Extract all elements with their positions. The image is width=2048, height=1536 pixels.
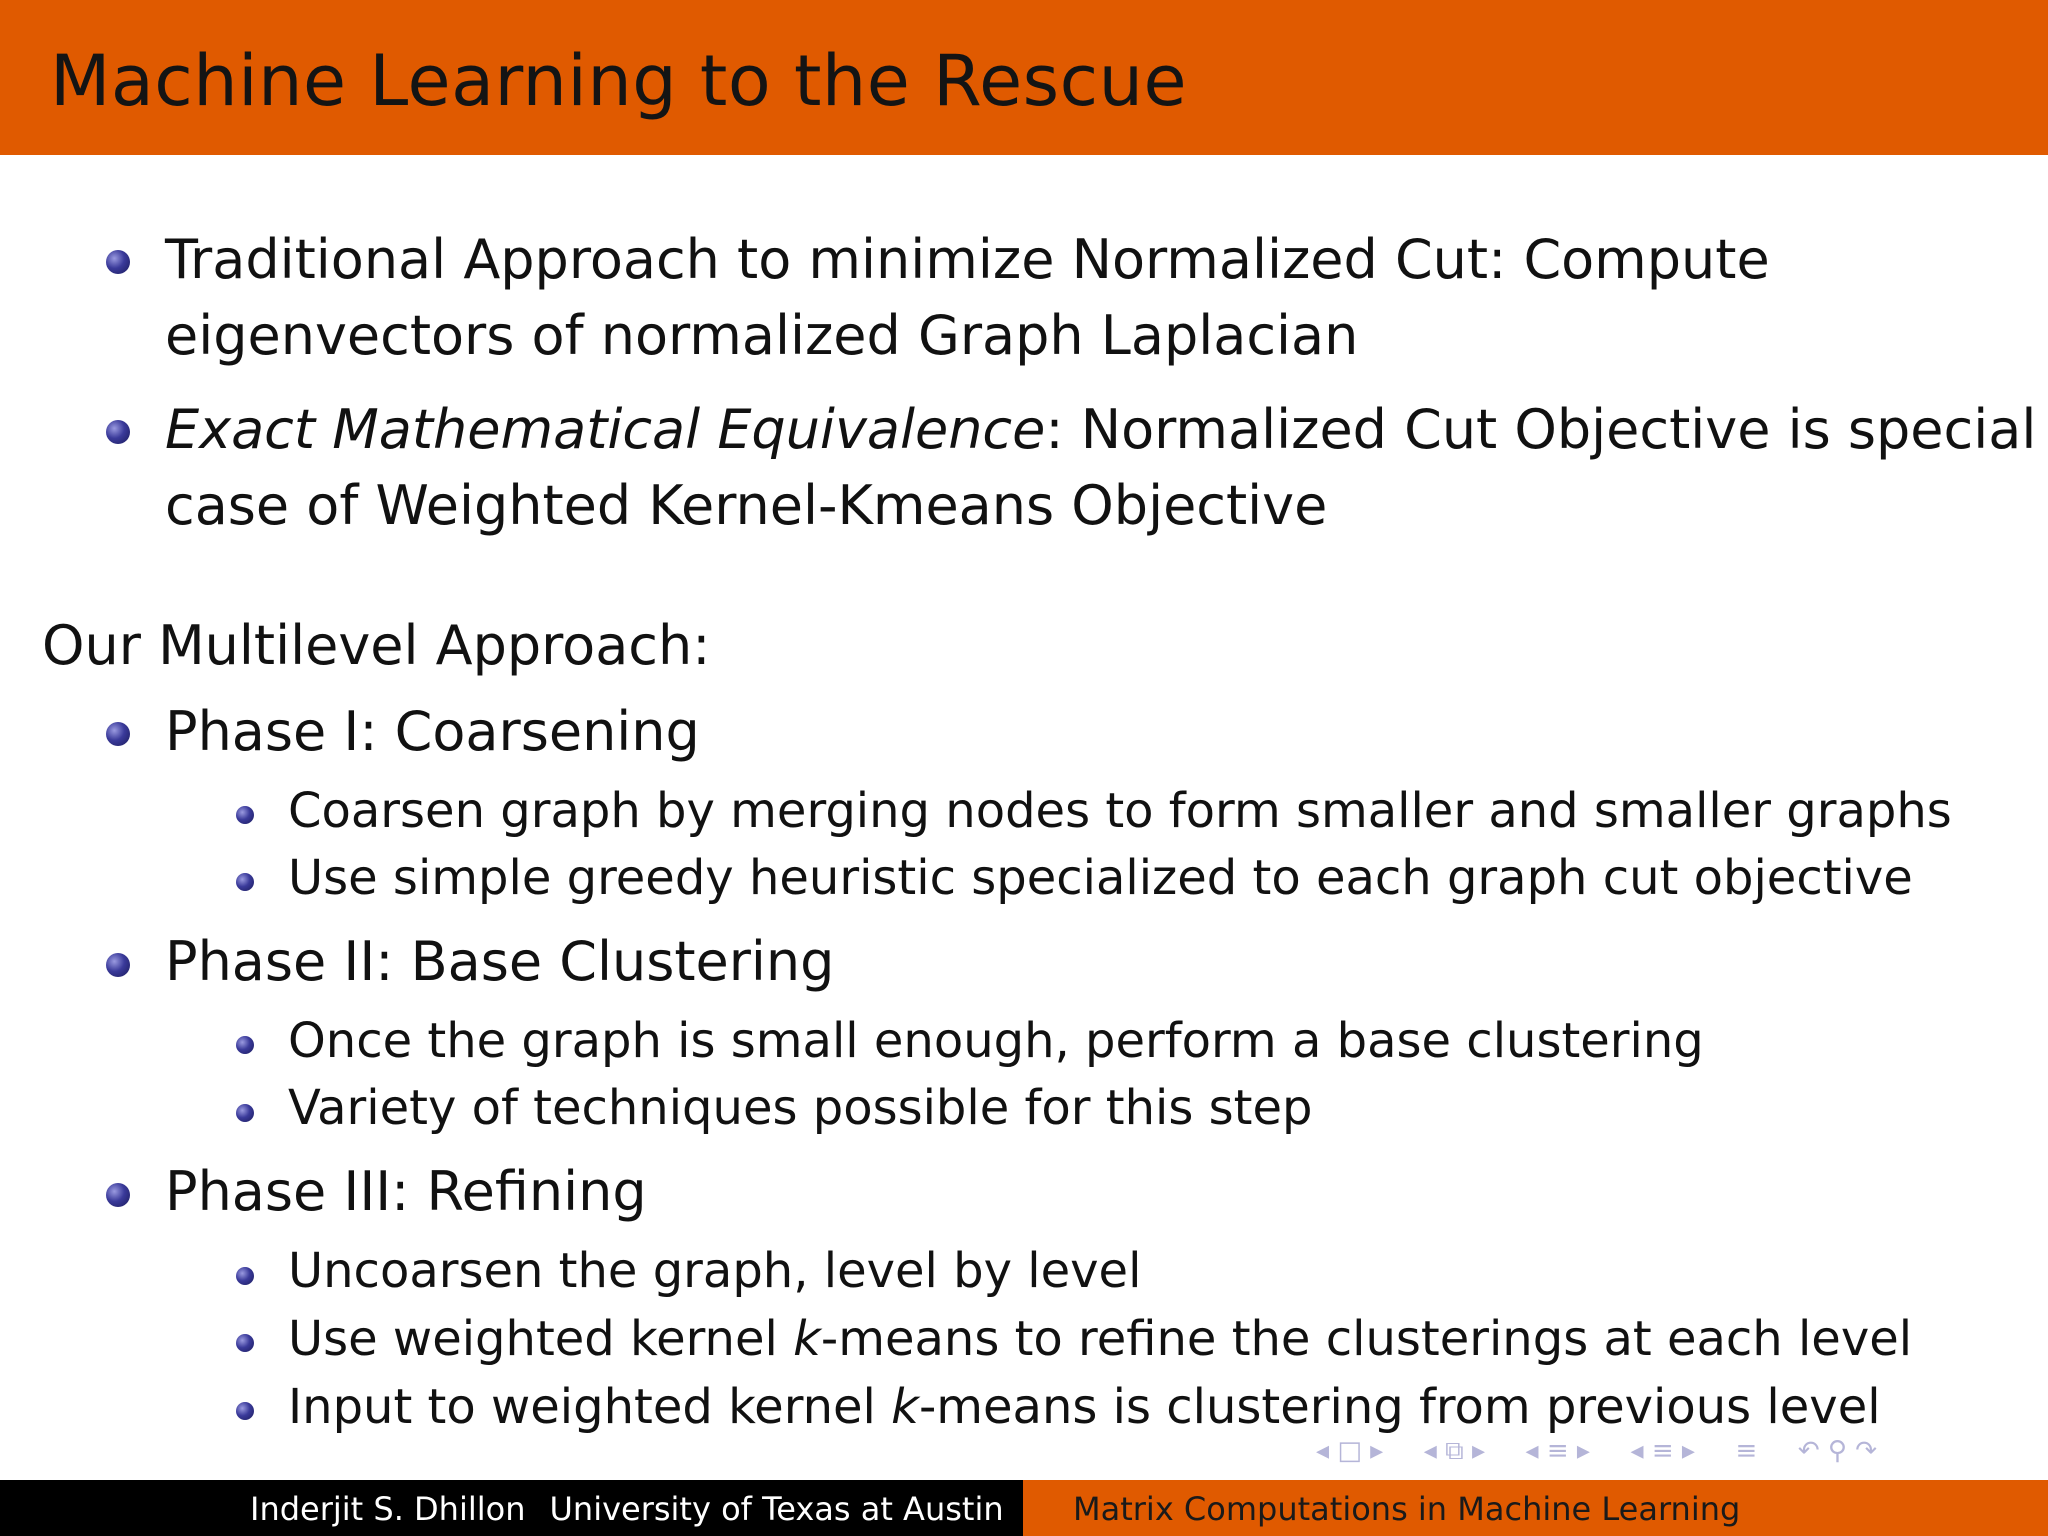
beamer-navigation [1316,1436,1877,1466]
bullet-icon [106,250,130,274]
phase-label: Phase I: Coarsening [165,700,700,763]
footer-affiliation: University of Texas at Austin [549,1490,1004,1528]
sub-bullet-text: Uncoarsen the graph, level by level [288,1243,1142,1299]
footer-talk-title: Matrix Computations in Machine Learning [1073,1490,1741,1528]
nav-outline-icon[interactable]: ≡ [1735,1436,1758,1466]
sub-bullet-icon [236,1036,254,1054]
bullet-text-line [165,398,2036,461]
nav-next-subsection-icon[interactable]: ▸ [1471,1436,1485,1466]
nav-search-icon[interactable]: ⚲ [1827,1436,1847,1466]
sub-bullet-text-part: Use weighted kernel [288,1311,794,1367]
sub-bullet-icon [236,1267,254,1285]
sub-bullet-icon [236,873,254,891]
sub-bullet-text-part: -means to refine the clusterings at each level [820,1311,1913,1367]
phase-label: Phase III: Refining [165,1160,647,1223]
phase-label: Phase II: Base Clustering [165,930,835,993]
footer-author: Inderjit S. Dhillon [250,1490,526,1528]
bullet-icon [106,953,130,977]
section-heading: Our Multilevel Approach: [42,614,711,677]
bullet-icon [106,1183,130,1207]
nav-section-icon[interactable]: ≡ [1546,1436,1569,1466]
bullet-text-line: case of Weighted Kernel-Kmeans Objective [165,474,1328,537]
nav-next-section-icon-2[interactable]: ▸ [1681,1436,1695,1466]
bullet-icon [106,420,130,444]
math-k: k [891,1379,919,1435]
math-k: k [793,1311,821,1367]
nav-subsection-icon[interactable]: ⧉ [1445,1436,1464,1466]
sub-bullet-text [288,1379,1881,1435]
sub-bullet-text-part: Input to weighted kernel [288,1379,892,1435]
sub-bullet-text-part: -means is clustering from previous level [918,1379,1881,1435]
slide-title: Machine Learning to the Rescue [50,40,1188,122]
nav-section-icon-2[interactable]: ≡ [1651,1436,1674,1466]
bullet-text-rest: : Normalized Cut Objective is special [1045,398,2037,461]
nav-next-section-icon[interactable]: ▸ [1576,1436,1590,1466]
nav-forward-icon[interactable]: ↷ [1855,1436,1877,1466]
sub-bullet-text: Variety of techniques possible for this step [288,1080,1313,1136]
nav-prev-section-icon[interactable]: ◂ [1525,1436,1539,1466]
bullet-text-line: Traditional Approach to minimize Normalized Cut: Compute [165,228,1770,291]
bullet-icon [106,722,130,746]
sub-bullet-text: Once the graph is small enough, perform a base clustering [288,1013,1704,1069]
sub-bullet-text: Coarsen graph by merging nodes to form smaller and smaller graphs [288,783,1952,839]
nav-frame-icon[interactable]: □ [1337,1436,1362,1466]
sub-bullet-icon [236,1402,254,1420]
footer-title-bar [1023,1480,2048,1536]
sub-bullet-text [288,1311,1912,1367]
sub-bullet-icon [236,806,254,824]
footer-author-bar [0,1480,1023,1536]
nav-next-frame-icon[interactable]: ▸ [1370,1436,1384,1466]
emphasis-text: Exact Mathematical Equivalence [165,398,1046,461]
sub-bullet-icon [236,1104,254,1122]
nav-prev-section-icon-2[interactable]: ◂ [1630,1436,1644,1466]
sub-bullet-icon [236,1334,254,1352]
sub-bullet-text: Use simple greedy heuristic specialized to each graph cut objective [288,850,1913,906]
nav-prev-frame-icon[interactable]: ◂ [1316,1436,1330,1466]
nav-prev-subsection-icon[interactable]: ◂ [1423,1436,1437,1466]
nav-back-icon[interactable]: ↶ [1797,1436,1820,1466]
bullet-text-line: eigenvectors of normalized Graph Laplacian [165,304,1359,367]
